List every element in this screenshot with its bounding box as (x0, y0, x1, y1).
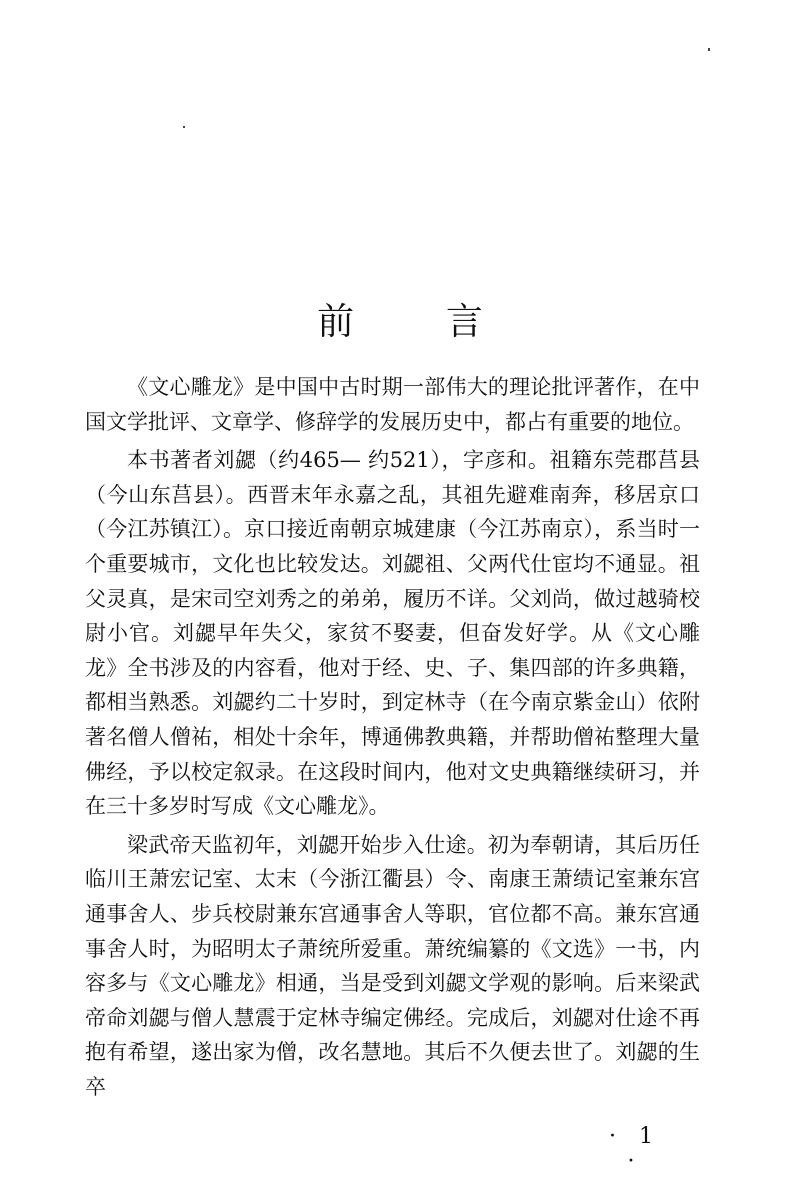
scan-speck (183, 126, 185, 128)
paragraph-1: 《文心雕龙》是中国中古时期一部伟大的理论批评著作，在中国文学批评、文章学、修辞学的发展历史中，都占有重要的地位。 (85, 375, 700, 434)
paragraph-3: 梁武帝天监初年，刘勰开始步入仕途。初为奉朝请，其后历任临川王萧宏记室、太末（今浙江衢县）令、南康王萧绩记室兼东宫通事舍人、步兵校尉兼东宫通事舍人等职，官位都不高。兼东宫通事舍人时，为昭明太子萧统所爱重。萧统编纂的《文选》一书，内容多与《文心雕龙》相通，当是受到刘勰文学观的影响。后来梁武帝命刘勰与僧人慧震于定林寺编定佛经。完成后，刘勰对仕途不再抱有希望，遂出家为僧，改名慧地。其后不久便去世了。刘勰的生卒 (85, 832, 700, 1099)
preface-body (85, 370, 700, 1108)
scan-speck (708, 48, 710, 51)
page-title: 前 言 (317, 300, 523, 343)
page-number: · 1 · (609, 1124, 661, 1174)
paragraph-2: 本书著者刘勰（约465— 约521），字彦和。祖籍东莞郡莒县（今山东莒县）。西晋末年永嘉之乱，其祖先避难南奔，移居京口（今江苏镇江）。京口接近南朝京城建康（今江苏南京），系当时一个重要城市，文化也比较发达。刘勰祖、父两代仕宦均不通显。祖父灵真，是宋司空刘秀之的弟弟，履历不详。父刘尚，做过越骑校尉小官。刘勰早年失父，家贫不娶妻，但奋发好学。从《文心雕龙》全书涉及的内容看，他对于经、史、子、集四部的许多典籍，都相当熟悉。刘勰约二十岁时，到定林寺（在今南京紫金山）依附著名僧人僧祐，相处十余年，博通佛教典籍，并帮助僧祐整理大量佛经，予以校定叙录。在这段时间内，他对文史典籍继续研习，并在三十多岁时写成《文心雕龙》。 (85, 448, 700, 819)
